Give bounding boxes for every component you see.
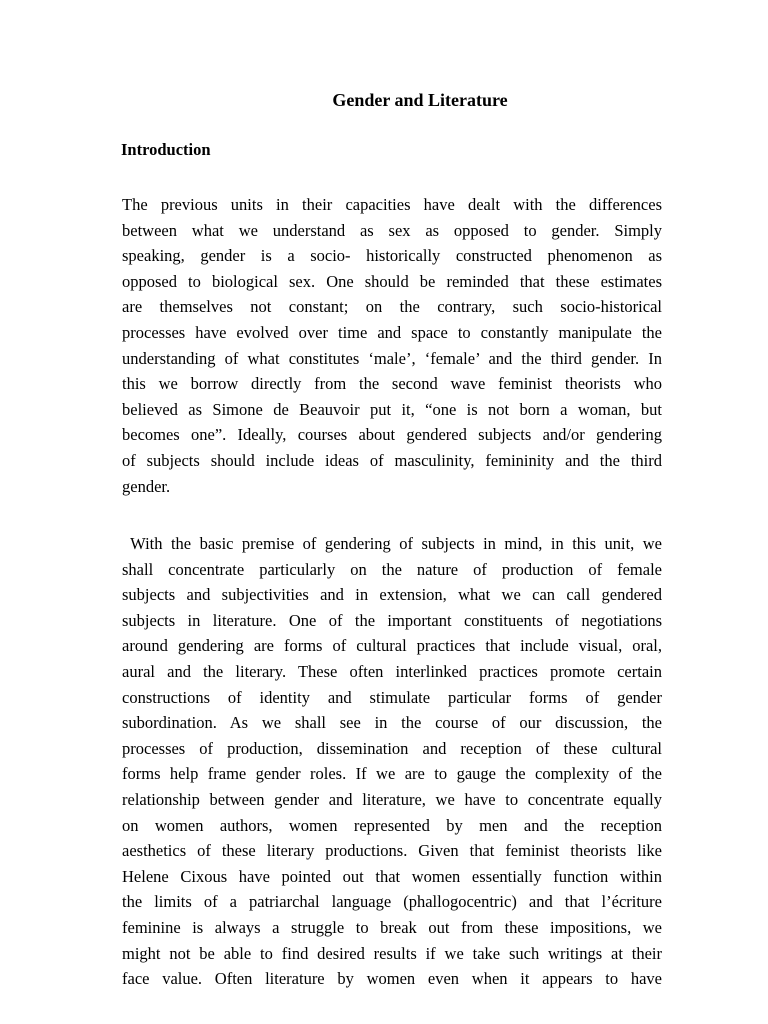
paragraph-line: Helene Cixous have pointed out that women essentially function within (122, 866, 662, 886)
paragraph-line: processes of production, dissemination and reception of these cultural (122, 738, 662, 758)
paragraph-line: The previous units in their capacities have dealt with the differences (122, 195, 662, 214)
paragraph-line: face value. Often literature by women even when it appears to have (122, 969, 662, 989)
paragraph-line: believed as Simone de Beauvoir put it, “one is not born a woman, but (122, 399, 662, 419)
paragraph-line: subjects and subjectivities and in extension, what we can call gendered (122, 585, 662, 605)
paragraph-line: subordination. As we shall see in the course of our discussion, the (122, 713, 662, 733)
paragraph-line: opposed to biological sex. One should be reminded that these estimates (122, 271, 662, 291)
paragraph-line: speaking, gender is a socio- historically constructed phenomenon as (122, 246, 662, 266)
paragraph-line: this we borrow directly from the second wave feminist theorists who (122, 374, 662, 394)
paragraph-1 (122, 192, 662, 499)
paragraph-line: gender. (122, 476, 171, 496)
paragraph-line: the limits of a patriarchal language (phallogocentric) and that l’écriture (122, 892, 662, 912)
paragraph-line: With the basic premise of gendering of subjects in mind, in this unit, we (122, 534, 662, 553)
paragraph-line: subjects in literature. One of the important constituents of negotiations (122, 610, 662, 630)
paragraph-line: constructions of identity and stimulate particular forms of gender (122, 687, 662, 707)
paragraph-line: are themselves not constant; on the contrary, such socio-historical (122, 297, 662, 317)
paragraph-line: understanding of what constitutes ‘male’, ‘female’ and the third gender. In (122, 348, 662, 368)
paragraph-line: shall concentrate particularly on the nature of production of female (122, 559, 662, 579)
paragraph-line: processes have evolved over time and space to constantly manipulate the (122, 322, 662, 342)
paragraph-line: of subjects should include ideas of masculinity, femininity and the third (122, 450, 662, 470)
paragraph-line: becomes one”. Ideally, courses about gendered subjects and/or gendering (122, 425, 662, 445)
document-title: Gender and Literature (332, 90, 508, 110)
paragraph-2 (122, 531, 662, 992)
paragraph-line: might not be able to find desired results if we take such writings at their (122, 943, 662, 963)
paragraph-line: aural and the literary. These often interlinked practices promote certain (122, 661, 662, 681)
paragraph-line: aesthetics of these literary productions. Given that feminist theorists like (122, 841, 662, 861)
paragraph-line: feminine is always a struggle to break out from these impositions, we (122, 917, 662, 937)
section-heading: Introduction (121, 140, 211, 159)
paragraph-line: relationship between gender and literature, we have to concentrate equally (122, 789, 662, 809)
paragraph-line: forms help frame gender roles. If we are to gauge the complexity of the (122, 764, 662, 784)
paragraph-line: between what we understand as sex as opposed to gender. Simply (122, 220, 662, 240)
paragraph-line: around gendering are forms of cultural practices that include visual, oral, (122, 636, 662, 656)
paragraph-line: on women authors, women represented by men and the reception (122, 815, 662, 835)
